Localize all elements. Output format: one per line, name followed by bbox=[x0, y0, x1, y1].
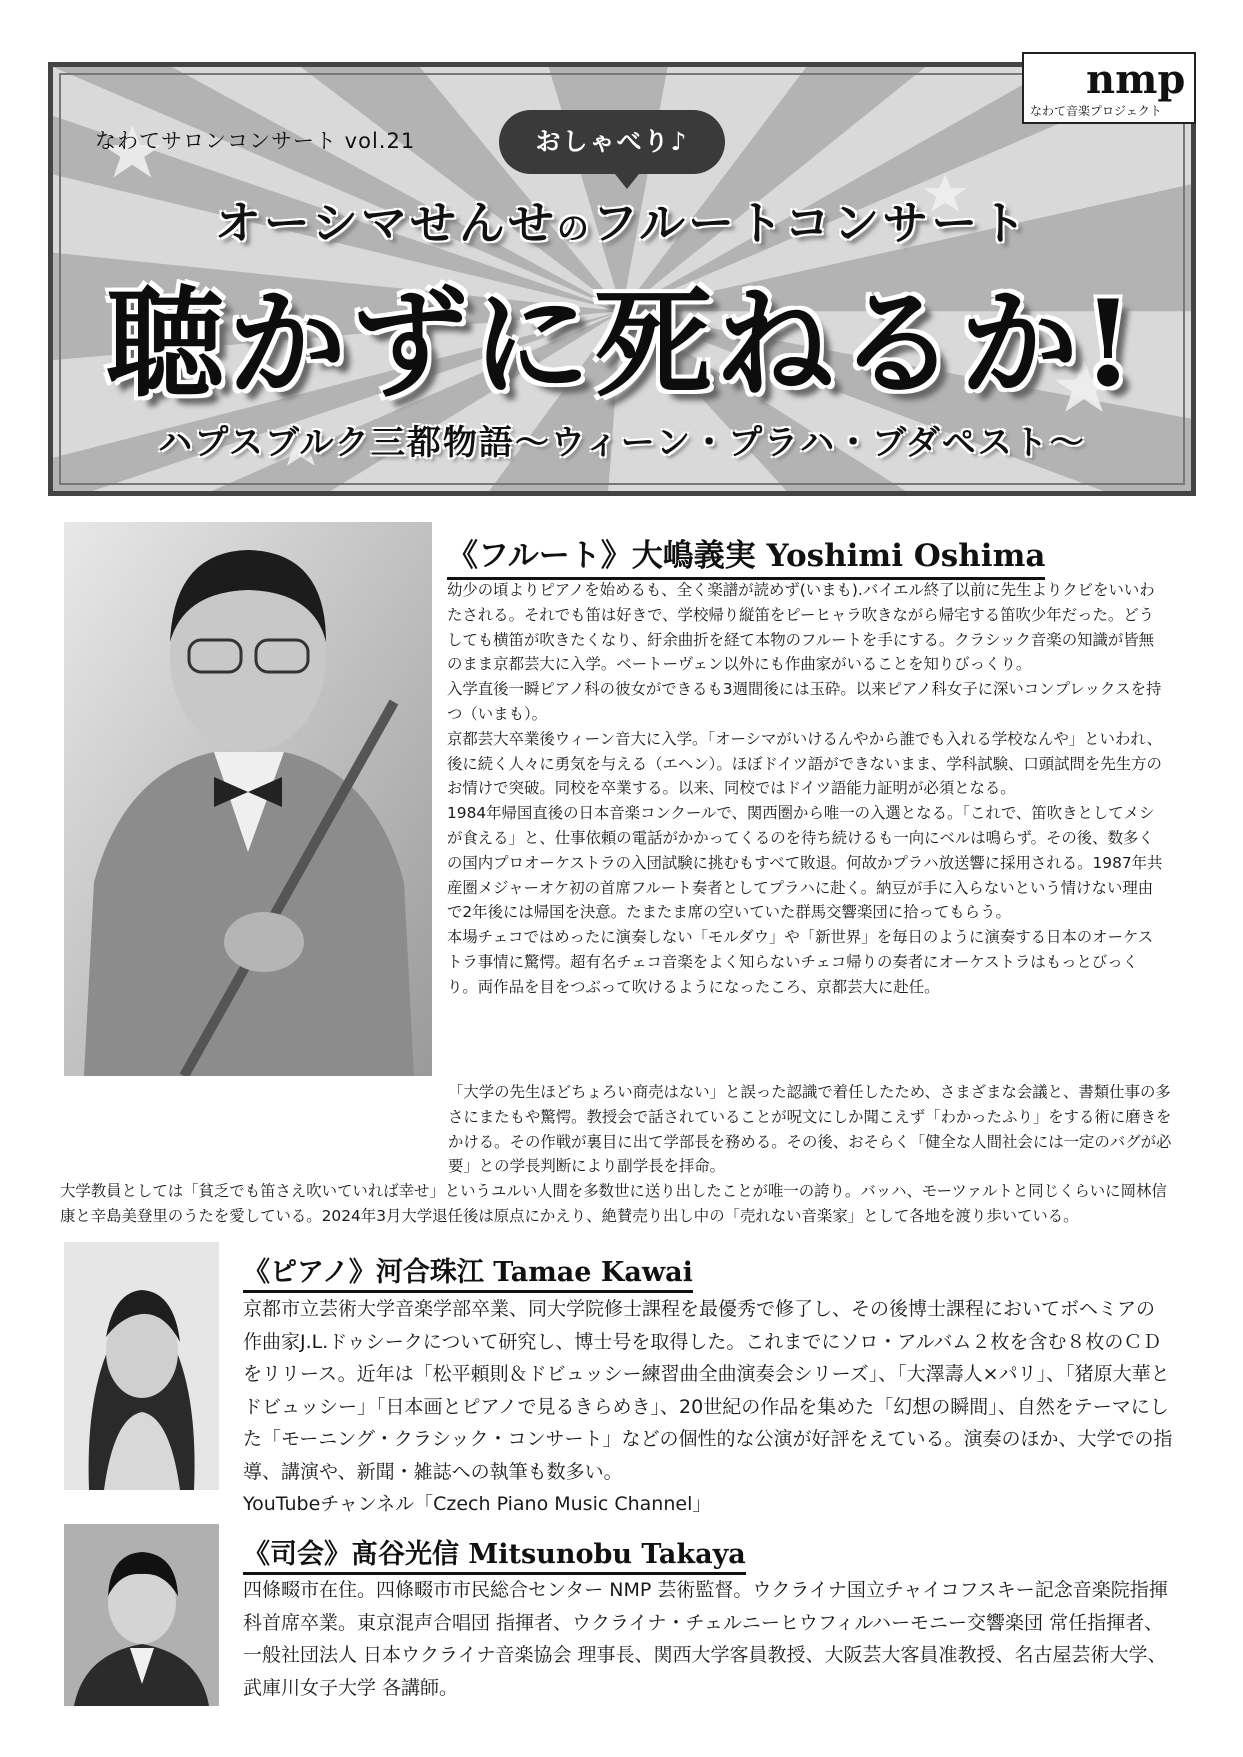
youtube-channel: YouTubeチャンネル「Czech Piano Music Channel」 bbox=[243, 1493, 712, 1515]
main-title: 聴かずに死ねるか! bbox=[106, 274, 1138, 413]
bio-paragraph: 京都芸大卒業後ウィーン音大に入学。「オーシマがいけるんやから誰でも入れる学校なんや」といわれ、後に続く人々に勇気を与える（エヘン）。ほぼドイツ語ができないまま、学科試験、口頭試問を先生方のお情けで突破。同校を卒業する。以来、同校ではドイツ語能力証明が必須となる。 bbox=[447, 729, 1163, 798]
takaya-name-heading: 《司会》髙谷光信 Mitsunobu Takaya bbox=[243, 1532, 746, 1575]
oshima-biography-continued bbox=[60, 1080, 1180, 1229]
logo-label: なわて音楽プロジェクト bbox=[1030, 104, 1162, 118]
bio-paragraph: 1984年帰国直後の日本音楽コンクールで、関西圏から唯一の入選となる。「これで、笛吹きとしてメシが食える」と、仕事依頼の電話がかかってくるのを待ち続けるも一向にベルは鳴らず。その後、数多くの国内プロオーケストラの入団試験に挑むもすべて敗退。何故かプラハ放送響に採用される。1987年共産圏メジャーオケ初の首席フルート奏者としてプラハに赴く。納豆が手に入らないという情けない理由で2年後には帰国を決意。たまたま席の空いていた群馬交響楽団に拾ってもらう。 bbox=[447, 804, 1163, 922]
nmp-logo bbox=[1022, 52, 1196, 124]
oshima-biography bbox=[447, 578, 1167, 1000]
bio-paragraph: 四條畷市在住。四條畷市市民総合センター NMP 芸術監督。ウクライナ国立チャイコフスキー記念音楽院指揮科首席卒業。東京混声合唱団 指揮者、ウクライナ・チェルニーヒウフィルハーモニー交響楽団 常任指揮者、一般社団法人 日本ウクライナ音楽協会 理事長、関西大学客員教授、大阪芸大客員准教授、名古屋芸術大学、武庫川女子大学 各講師。 bbox=[243, 1579, 1168, 1699]
bio-paragraph: 幼少の頃よりピアノを始めるも、全く楽譜が読めず(いまも).バイエル終了以前に先生よりクビをいいわたされる。それでも笛は好きで、学校帰り縦笛をピーヒャラ吹きながら帰宅する笛吹少年だった。どうしても横笛が吹きたくなり、紆余曲折を経て本物のフルートを手にする。クラシック音楽の知識が皆無のまま京都芸大に入学。ベートーヴェン以外にも作曲家がいることを知りびっくり。 bbox=[447, 581, 1155, 674]
concert-title-banner bbox=[48, 62, 1196, 496]
logo-mark: nmp bbox=[1086, 56, 1186, 103]
kawai-biography bbox=[243, 1293, 1173, 1521]
concert-subtitle bbox=[53, 187, 1191, 253]
tagline: ハプスブルク三都物語〜ウィーン・プラハ・ブダペスト〜 bbox=[158, 423, 1086, 463]
subtitle-part-a: オーシマせんせ bbox=[214, 196, 557, 250]
kawai-portrait-photo bbox=[64, 1242, 219, 1490]
speech-bubble-tail bbox=[611, 169, 643, 189]
kawai-name-heading: 《ピアノ》河合珠江 Tamae Kawai bbox=[243, 1250, 693, 1293]
bio-paragraph: 大学教員としては「貧乏でも笛さえ吹いていれば幸せ」というユルい人間を多数世に送り出したことが唯一の誇り。バッハ、モーツァルトと同じくらいに岡林信康と辛島美登里のうたを愛している。2024年3月大学退任後は原点にかえり、絶賛売り出し中の「売れない音楽家」として各地を渡り歩いている。 bbox=[60, 1182, 1167, 1225]
subtitle-particle: の bbox=[556, 209, 592, 247]
bio-paragraph: 本場チェコではめったに演奏しない「モルダウ」や「新世界」を毎日のように演奏する日本のオーケストラ事情に驚愕。超有名チェコ音楽をよく知らないチェコ帰りの奏者にオーケストラはもっとびっくり。両作品を目をつぶって吹けるようになったころ、京都芸大に赴任。 bbox=[447, 928, 1154, 996]
takaya-biography bbox=[243, 1574, 1173, 1704]
speech-bubble: おしゃべり♪ bbox=[499, 110, 725, 174]
oshima-portrait-photo bbox=[64, 522, 432, 1076]
bio-paragraph: 京都市立芸術大学音楽学部卒業、同大学院修士課程を最優秀で修了し、その後博士課程においてボヘミアの作曲家J.L.ドゥシークについて研究し、博士号を取得した。これまでにソロ・アルバム２枚を含む８枚のＣＤをリリース。近年は「松平頼則＆ドビュッシー練習曲全曲演奏会シリーズ」、「大澤壽人×パリ」、「猪原大華とドビュッシー」「日本画とピアノで見るきらめき」、20世紀の作品を集めた「幻想の瞬間」、自然をテーマにした「モーニング・クラシック・コンサート」などの個性的な公演が好評をえている。演奏のほか、大学での指導、講演や、新聞・雑誌への執筆も数多い。 bbox=[243, 1298, 1173, 1483]
subtitle-part-b: フルートコンサート bbox=[591, 196, 1030, 250]
bio-paragraph: 入学直後一瞬ピアノ科の彼女ができるも3週間後には玉砕。以来ピアノ科女子に深いコンプレックスを持つ（いまも）。 bbox=[447, 680, 1162, 723]
takaya-portrait-photo bbox=[64, 1524, 219, 1706]
bio-paragraph: 「大学の先生ほどちょろい商売はない」と誤った認識で着任したため、さまざまな会議と、書類仕事の多さにまたもや驚愕。教授会で話されていることが呪文にしか聞こえず「わかったふり」をする術に磨きをかける。その作戦が裏目に出て学部長を務める。その後、おそらく「健全な人間社会には一定のバグが必要」との学長判断により副学長を拝命。 bbox=[448, 1083, 1172, 1176]
series-label: なわてサロンコンサート vol.21 bbox=[95, 129, 416, 153]
oshima-name-heading: 《フルート》大嶋義実 Yoshimi Oshima bbox=[447, 530, 1045, 580]
